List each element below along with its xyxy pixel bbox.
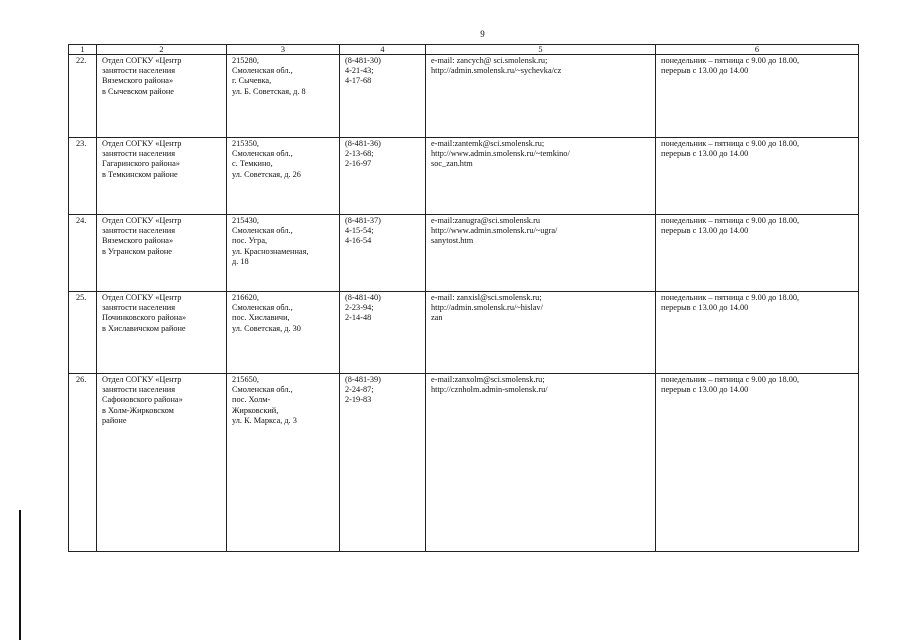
office-name: Отдел СОГКУ «Центр занятости населения Гагаринского района» в Темкинском районе: [97, 138, 227, 215]
office-contacts: e-mail: zancych@ sci.smolensk.ru; http://admin.smolensk.ru/~sychevka/cz: [426, 55, 656, 138]
row-number: 22.: [69, 55, 97, 138]
office-phone: (8-481-37) 4-15-54; 4-16-54: [340, 215, 426, 292]
margin-line: [19, 510, 21, 640]
table-row: [69, 374, 859, 552]
table-row: [69, 138, 859, 215]
office-phone: (8-481-30) 4-21-43; 4-17-68: [340, 55, 426, 138]
office-name: Отдел СОГКУ «Центр занятости населения Вяземского района» в Сычевском районе: [97, 55, 227, 138]
row-number: 25.: [69, 292, 97, 374]
office-contacts: e-mail:zantemk@sci.smolensk.ru; http://www.admin.smolensk.ru/~temkino/ soc_zan.htm: [426, 138, 656, 215]
row-number: 26.: [69, 374, 97, 552]
office-address: 215650, Смоленская обл., пос. Холм- Жирковский, ул. К. Маркса, д. 3: [227, 374, 340, 552]
office-name: Отдел СОГКУ «Центр занятости населения Починковского района» в Хиславичском районе: [97, 292, 227, 374]
office-hours: понедельник – пятница с 9.00 до 18.00, перерыв с 13.00 до 14.00: [656, 215, 859, 292]
column-number-row: [69, 45, 859, 55]
column-header: 2: [97, 45, 227, 55]
page-number: 9: [480, 29, 485, 39]
office-name: Отдел СОГКУ «Центр занятости населения Вяземского района» в Угранском районе: [97, 215, 227, 292]
row-number: 24.: [69, 215, 97, 292]
office-hours: понедельник – пятница с 9.00 до 18.00, перерыв с 13.00 до 14.00: [656, 55, 859, 138]
office-phone: (8-481-36) 2-13-68; 2-16-97: [340, 138, 426, 215]
column-header: 5: [426, 45, 656, 55]
column-header: 3: [227, 45, 340, 55]
office-address: 215350, Смоленская обл., с. Темкино, ул. Советская, д. 26: [227, 138, 340, 215]
office-hours: понедельник – пятница с 9.00 до 18.00, перерыв с 13.00 до 14.00: [656, 292, 859, 374]
offices-table: [68, 44, 859, 552]
office-contacts: e-mail:zanxolm@sci.smolensk.ru; http://cznholm.admin-smolensk.ru/: [426, 374, 656, 552]
office-name: Отдел СОГКУ «Центр занятости населения Сафоновского района» в Холм-Жирковском районе: [97, 374, 227, 552]
office-phone: (8-481-40) 2-23-94; 2-14-48: [340, 292, 426, 374]
row-number: 23.: [69, 138, 97, 215]
column-header: 1: [69, 45, 97, 55]
office-hours: понедельник – пятница с 9.00 до 18.00, перерыв с 13.00 до 14.00: [656, 138, 859, 215]
table-row: [69, 55, 859, 138]
office-address: 215280, Смоленская обл., г. Сычевка, ул. Б. Советская, д. 8: [227, 55, 340, 138]
office-address: 215430, Смоленская обл., пос. Угра, ул. Краснознаменная, д. 18: [227, 215, 340, 292]
column-header: 6: [656, 45, 859, 55]
office-address: 216620, Смоленская обл., пос. Хиславичи, ул. Советская, д. 30: [227, 292, 340, 374]
office-phone: (8-481-39) 2-24-87; 2-19-83: [340, 374, 426, 552]
office-contacts: e-mail: zanxisl@sci.smolensk.ru; http://admin.smolensk.ru/~hislav/ zan: [426, 292, 656, 374]
table-row: [69, 215, 859, 292]
office-hours: понедельник – пятница с 9.00 до 18.00, перерыв с 13.00 до 14.00: [656, 374, 859, 552]
column-header: 4: [340, 45, 426, 55]
office-contacts: e-mail:zanugra@sci.smolensk.ru http://www.admin.smolensk.ru/~ugra/ sanytost.htm: [426, 215, 656, 292]
table-row: [69, 292, 859, 374]
